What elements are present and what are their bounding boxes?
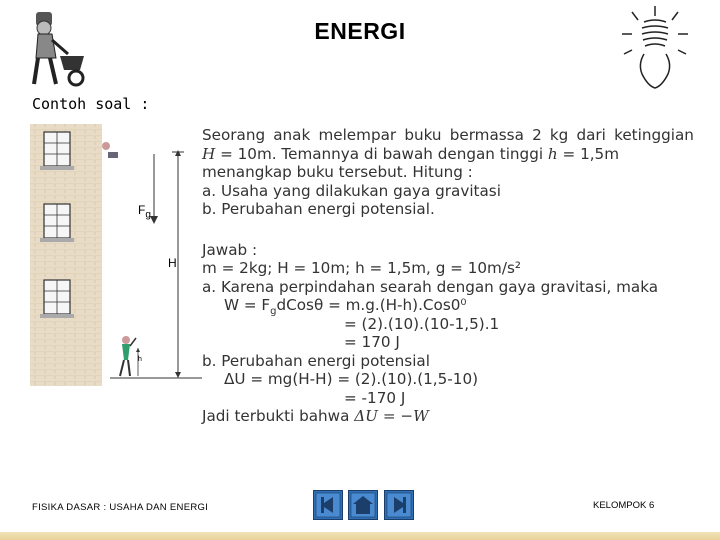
height-H-label: H: [168, 256, 177, 270]
problem-line-1: Seorang anak melempar buku bermassa 2 kg dari ketinggian: [202, 126, 694, 144]
answer-a-line-2: $W = F_gdCos\theta = m.g.(H-h).Cos0^0$: [224, 296, 467, 318]
footer-group-label: KELOMPOK 6: [593, 500, 655, 511]
problem-line-3: menangkap buku tersebut. Hitung :: [202, 163, 473, 181]
answer-a-line-1: a. Karena perpindahan searah dengan gaya gravitasi, maka: [202, 277, 659, 296]
worker-with-wheelbarrow-icon: [28, 6, 90, 92]
gravity-force-label: $F_g$: [138, 203, 151, 221]
problem-item-b: b. Perubahan energi potensial.: [202, 200, 435, 218]
answer-a-line-4: = 170 J: [344, 333, 400, 351]
home-icon[interactable]: [348, 490, 378, 520]
answer-b-line-1: b. Perubahan energi potensial: [202, 351, 430, 370]
answer-b-line-3: = -170 J: [344, 388, 406, 407]
answer-heading: Jawab :: [202, 240, 258, 259]
problem-item-a: a. Usaha yang dilakukan gaya gravitasi: [202, 181, 501, 200]
answer-b-line-2: ΔU = mg(H-H) = (2).(10).(1,5-10): [224, 370, 479, 388]
problem-text: [202, 126, 702, 426]
bottom-strip: [0, 532, 720, 540]
building-icon: [30, 124, 202, 386]
answer-given: m = 2kg; H = 10m; h = 1,5m, g = 10m/s²: [202, 259, 521, 277]
page-title: ENERGI: [314, 18, 406, 44]
problem-line-2: H = 10m. Temannya di bawah dengan tinggi h = 1,5m: [202, 144, 620, 163]
conclusion: Jadi terbukti bahwa ΔU = −W: [202, 407, 429, 425]
prev-icon[interactable]: [313, 490, 343, 520]
height-h-label: h: [138, 356, 142, 363]
lightbulb-icon: [618, 4, 692, 92]
answer-a-line-3: = (2).(10).(10-1,5).1: [344, 314, 500, 333]
next-icon[interactable]: [384, 490, 414, 520]
example-label: Contoh soal :: [32, 95, 150, 113]
footer-course-title: FISIKA DASAR : USAHA DAN ENERGI: [32, 502, 209, 513]
